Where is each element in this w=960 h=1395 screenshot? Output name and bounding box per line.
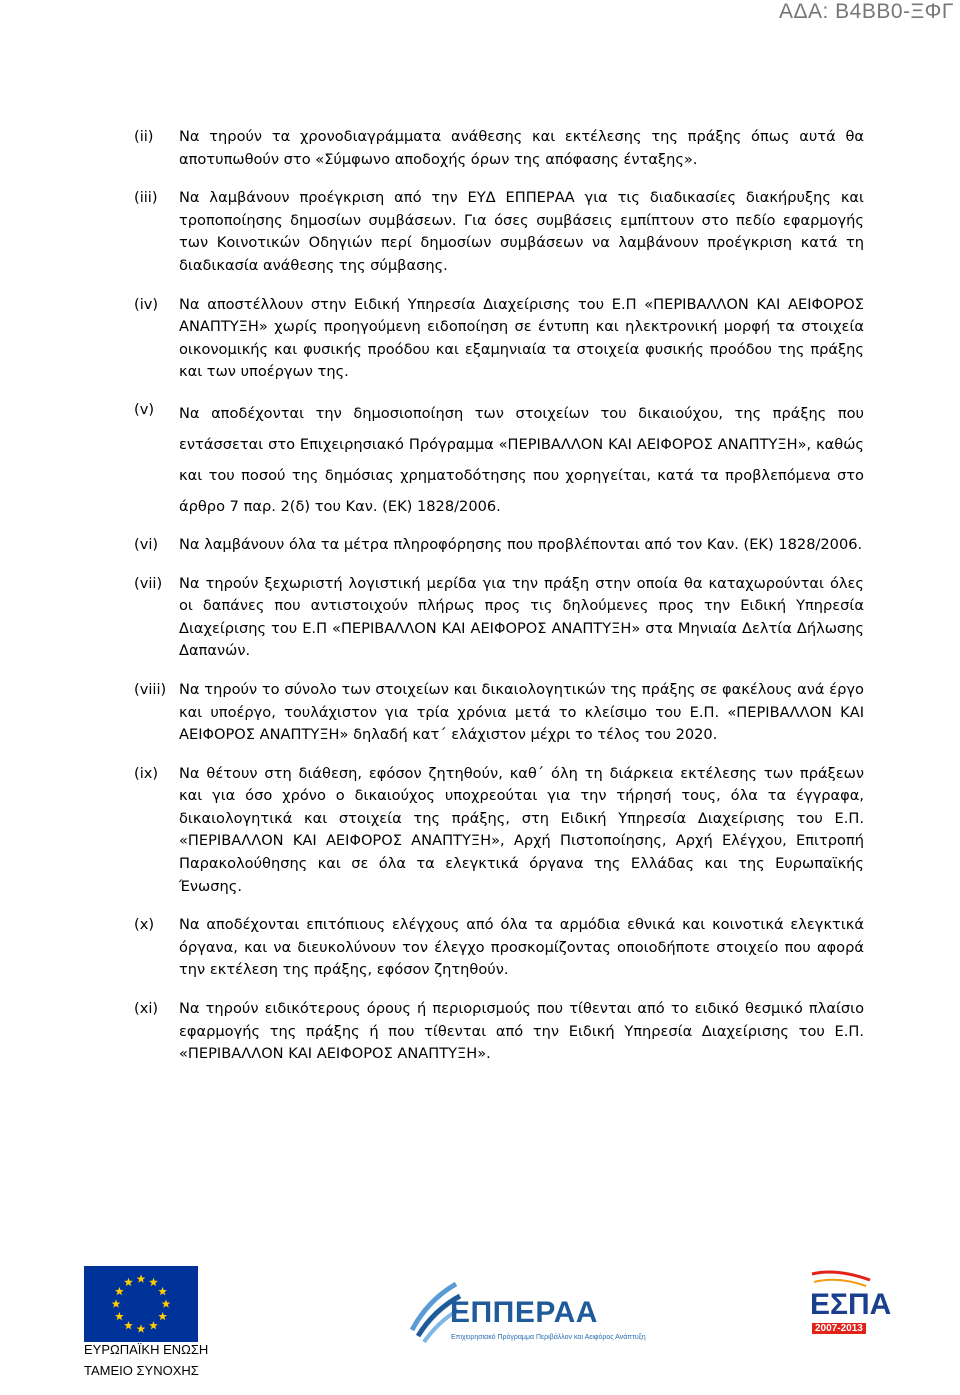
item-text: Να λαμβάνουν όλα τα μέτρα πληροφόρησης που προβλέπονται από τον Καν. (ΕΚ) 1828/2006. <box>179 535 863 553</box>
item-text: Να τηρούν ειδικότερους όρους ή περιορισμούς που τίθενται από το ειδικό θεσμικό πλαίσιο εφαρμογής της πράξης ή που τίθενται από την Ειδική Υπηρεσία Διαχείρισης του Ε.Π. «ΠΕΡΙΒΑΛΛΟΝ ΚΑΙ ΑΕΙΦΟΡΟΣ ΑΝΑΠΤΥΞΗ». <box>179 1000 864 1063</box>
item-number: (viii) <box>134 680 167 698</box>
item-text: Να αποδέχονται την δημοσιοποίηση των στοιχείων του δικαιούχου, της πράξης που εντάσσεται στο Επιχειρησιακό Πρόγραμμα «ΠΕΡΙΒΑΛΛΟΝ ΚΑΙ ΑΕΙΦΟΡΟΣ ΑΝΑΠΤΥΞΗ», καθώς και του ποσού της δημόσιας χρηματοδότησης που χορηγείται, κατά τα προβλεπόμενα στο άρθρο 7 παρ. 2(δ) του Καν. (ΕΚ) 1828/2006. <box>179 404 864 515</box>
item-number: (iv) <box>134 295 159 313</box>
list-item <box>134 763 864 899</box>
obligations-list <box>134 126 864 1066</box>
eu-caption-line1: ΕΥΡΩΠΑΪΚΗ ΕΝΩΣΗ <box>84 1342 209 1357</box>
item-number: (x) <box>134 916 155 934</box>
item-number: (xi) <box>134 1000 159 1018</box>
list-item <box>134 573 864 663</box>
item-number: (ix) <box>134 764 159 782</box>
item-text: Να τηρούν τα χρονοδιαγράμματα ανάθεσης και εκτέλεσης της πράξης όπως αυτά θα αποτυπωθούν στο «Σύμφωνο αποδοχής όρων της απόφασης ένταξης». <box>179 128 864 168</box>
item-number: (iii) <box>134 189 158 207</box>
item-text: Να αποδέχονται επιτόπιους ελέγχους από όλα τα αρμόδια εθνικά και κοινοτικά ελεγκτικά όργανα, και να διευκολύνουν τον έλεγχο προσκομίζοντας οποιοδήποτε στοιχείο που αφορά την εκτέλεση της πράξης, εφόσον ζητηθούν. <box>179 916 864 979</box>
espa-years-badge: 2007-2013 <box>812 1323 866 1334</box>
item-text: Να τηρούν ξεχωριστή λογιστική μερίδα για την πράξη στην οποία θα καταχωρούνται όλες οι δαπάνες που αντιστοιχούν πλήρως προς τις δηλούμενες προς την Ειδική Υπηρεσία Διαχείρισης του Ε.Π «ΠΕΡΙΒΑΛΛΟΝ ΚΑΙ ΑΕΙΦΟΡΟΣ ΑΝΑΠΤΥΞΗ» στα Μηνιαία Δελτία Δήλωσης Δαπανών. <box>179 574 864 660</box>
item-number: (vii) <box>134 574 163 592</box>
list-item <box>134 679 864 747</box>
ada-header: ΑΔΑ: Β4ΒΒ0-ΞΦΓ <box>778 0 954 23</box>
list-item <box>134 534 864 557</box>
espa-logo-text: ΕΣΠΑ <box>810 1288 892 1321</box>
list-item <box>134 398 864 522</box>
item-number: (vi) <box>134 535 159 553</box>
eu-flag-logo <box>84 1266 198 1342</box>
item-text: Να θέτουν στη διάθεση, εφόσον ζητηθούν, καθ΄ όλη τη διάρκεια εκτέλεσης των πράξεων και για όσο χρόνο ο δικαιούχος υποχρεούται για την τήρησή τους, όλα τα έγγραφα, δικαιολογητικά και στοιχεία της πράξης, στη Ειδική Υπηρεσία Διαχείρισης του Ε.Π. «ΠΕΡΙΒΑΛΛΟΝ ΚΑΙ ΑΕΙΦΟΡΟΣ ΑΝΑΠΤΥΞΗ», Αρχή Πιστοποίησης, Αρχή Ελέγχου, Επιτροπή Παρακολούθησης και σε όλα τα ελεγκτικά όργανα της Ελλάδας και της Ευρωπαϊκής Ένωσης. <box>179 764 864 895</box>
list-item <box>134 126 864 171</box>
item-text: Να λαμβάνουν προέγκριση από την ΕΥΔ ΕΠΠΕΡΑΑ για τις διαδικασίες διακήρυξης και τροποποίησης δημοσίων συμβάσεων. Για όσες συμβάσεις εμπίπτουν στο πεδίο εφαρμογής των Κοινοτικών Οδηγιών περί δημοσίων συμβάσεων να λαμβάνουν προέγκριση κατά τη διαδικασία ανάθεσης της σύμβασης. <box>179 189 864 274</box>
list-item <box>134 187 864 277</box>
item-text: Να αποστέλλουν στην Ειδική Υπηρεσία Διαχείρισης του Ε.Π «ΠΕΡΙΒΑΛΛΟΝ ΚΑΙ ΑΕΙΦΟΡΟΣ ΑΝΑΠΤΥΞΗ» χωρίς προηγούμενη ειδοποίηση σε έντυπη και ηλεκτρονική μορφή τα στοιχεία οικονομικής και φυσικής προόδου και εξαμηνιαία τα στοιχεία φυσικής προόδου της πράξης και των υποέργων της. <box>179 295 864 381</box>
list-item <box>134 914 864 982</box>
epperaa-tagline: Επιχειρησιακό Πρόγραμμα Περιβάλλον και Αειφόρος Ανάπτυξη <box>451 1334 646 1341</box>
epperaa-logo-text: ΕΠΠΕΡΑΑ <box>450 1296 598 1329</box>
item-number: (ii) <box>134 128 154 145</box>
item-text: Να τηρούν το σύνολο των στοιχείων και δικαιολογητικών της πράξης σε φακέλους ανά έργο και υποέργο, τουλάχιστον για τρία χρόνια μετά το κλείσιμο του Ε.Π. «ΠΕΡΙΒΑΛΛΟΝ ΚΑΙ ΑΕΙΦΟΡΟΣ ΑΝΑΠΤΥΞΗ» δηλαδή κατ΄ ελάχιστον μέχρι το τέλος του 2020. <box>179 680 864 744</box>
item-number: (v) <box>134 400 155 418</box>
list-item <box>134 998 864 1066</box>
eu-caption-line2: ΤΑΜΕΙΟ ΣΥΝΟΧΗΣ <box>84 1363 199 1378</box>
list-item <box>134 294 864 384</box>
